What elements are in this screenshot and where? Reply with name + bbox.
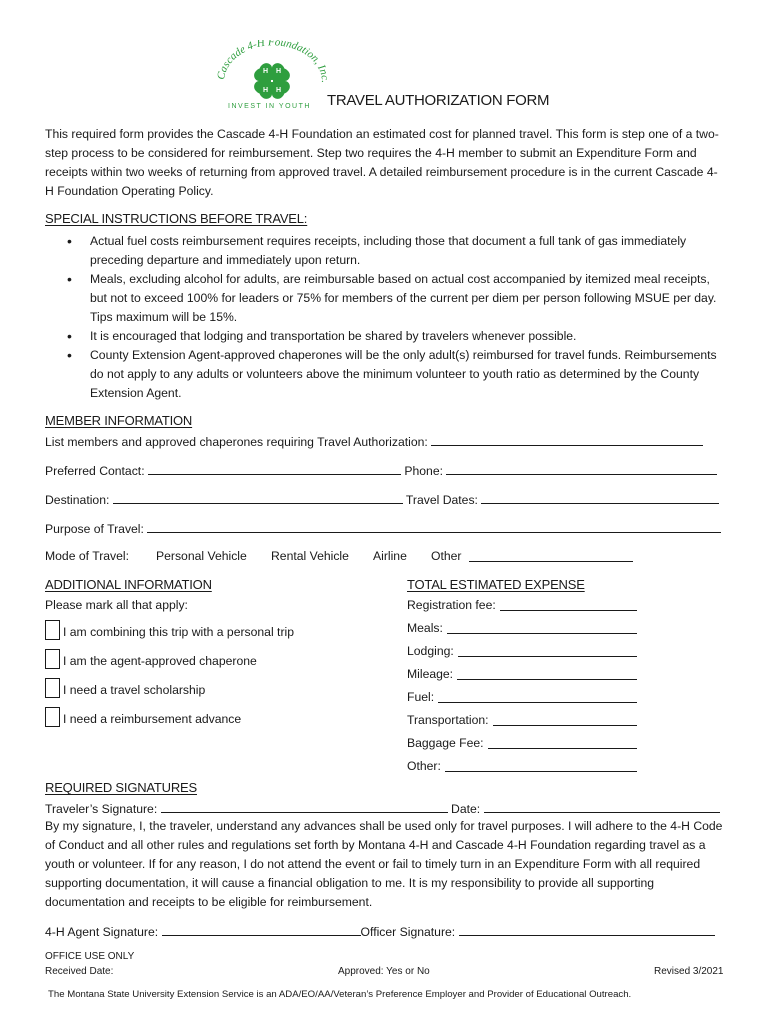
special-instructions-list [45,232,725,403]
expense-label: Transportation: [407,713,489,727]
revised-label: Revised 3/2021 [654,966,724,977]
form-title: TRAVEL AUTHORIZATION FORM [327,92,550,109]
members-list-field[interactable] [431,431,703,446]
instruction-item: • County Extension Agent-approved chaperones will be the only adult(s) reimbursed for travel funds. Reimbursements do not apply to any adults or volunteers above the minimum volunteer to youth ratio as determined by the County Extension Agent. [45,346,725,403]
expense-row [407,688,637,711]
signature-statement: By my signature, I, the traveler, understand any advances shall be used only for travel purposes. I will adhere to the 4-H Code of Conduct and all other rules and regulations set forth by Montana 4-H and Cascade 4-H Foundation regarding travel as a youth or volunteer. If for any reason, I do not attend the event or fail to timely turn in an Expenditure Form with all required supporting documentation, it will cause a financial obligation to me. It is my responsibility to provide all supporting documentation and receipts to be eligible for reimbursement. [45,819,723,909]
logo [210,40,335,112]
special-instructions-heading: SPECIAL INSTRUCTIONS BEFORE TRAVEL: [45,211,308,226]
option-row[interactable] [45,678,205,700]
mode-label: Mode of Travel: [45,549,129,563]
agent-signature-label: 4-H Agent Signature: [45,925,159,939]
expense-row [407,711,637,734]
expense-label: Registration fee: [407,598,496,612]
svg-text:H: H [263,87,269,94]
contact-row [45,460,717,481]
traveler-signature-field[interactable] [161,798,448,813]
mode-airline[interactable]: Airline [373,549,407,563]
option-checkbox[interactable] [45,620,60,640]
purpose-row [45,518,721,539]
mode-row [45,547,645,566]
expense-field[interactable] [500,596,637,611]
option-row[interactable] [45,620,294,642]
expense-label: Other: [407,759,441,773]
traveler-signature-row [45,798,720,819]
phone-field[interactable] [446,460,717,475]
expense-field[interactable] [457,665,637,680]
signatures-heading: REQUIRED SIGNATURES [45,780,197,795]
purpose-field[interactable] [147,518,721,533]
mode-personal-vehicle[interactable]: Personal Vehicle [156,549,247,563]
expense-label: Lodging: [407,644,454,658]
expense-list [407,596,637,780]
expense-label: Mileage: [407,667,454,681]
travel-dates-field[interactable] [481,489,719,504]
mode-rental-vehicle[interactable]: Rental Vehicle [271,549,349,563]
member-info-heading: MEMBER INFORMATION [45,413,193,428]
expense-label: Meals: [407,621,443,635]
expense-label: Fuel: [407,690,435,704]
members-list-row [45,431,703,452]
expense-row [407,734,637,757]
expense-field[interactable] [493,711,637,726]
date-label: Date: [451,802,481,816]
additional-info-subheading: Please mark all that apply: [45,598,188,612]
option-label: I am the agent-approved chaperone [63,654,257,668]
destination-label: Destination: [45,493,110,507]
svg-text:H: H [276,87,282,94]
footer-notice: The Montana State University Extension Service is an ADA/EO/AA/Veteran’s Preference Employer and Provider of Educational Outreach. [48,989,632,1000]
option-label: I am combining this trip with a personal trip [63,625,294,639]
expense-field[interactable] [458,642,637,657]
expense-row [407,642,637,665]
logo-tagline: INVEST IN YOUTH [228,103,311,110]
travel-dates-label: Travel Dates: [405,493,478,507]
members-list-label: List members and approved chaperones requiring Travel Authorization: [45,435,428,449]
additional-info-heading: ADDITIONAL INFORMATION [45,577,212,592]
instruction-item: • It is encouraged that lodging and transportation be shared by travelers whenever possible. [45,327,725,346]
expense-heading: TOTAL ESTIMATED EXPENSE [407,577,585,592]
svg-text:H: H [276,68,282,75]
option-checkbox[interactable] [45,707,60,727]
option-label: I need a travel scholarship [63,683,206,697]
agent-signature-row [45,921,715,942]
traveler-signature-label: Traveler’s Signature: [45,802,158,816]
instruction-item: • Actual fuel costs reimbursement requires receipts, including those that document a full tank of gas immediately preceding departure and immediately upon return. [45,232,725,270]
expense-field[interactable] [438,688,637,703]
instruction-item: • Meals, excluding alcohol for adults, are reimbursable based on actual cost accompanied by itemized meal receipts, but not to exceed 100% for leaders or 75% for members of the current per diem per person following MSUE per day. Tips maximum will be 15%. [45,270,725,327]
phone-label: Phone: [404,464,443,478]
officer-signature-field[interactable] [459,921,715,936]
mode-other-field[interactable] [469,547,633,562]
preferred-contact-label: Preferred Contact: [45,464,145,478]
expense-row [407,757,637,780]
mode-other[interactable]: Other [431,549,462,563]
option-checkbox[interactable] [45,649,60,669]
expense-label: Baggage Fee: [407,736,484,750]
officer-signature-label: Officer Signature: [360,925,456,939]
agent-signature-field[interactable] [162,921,361,936]
approved-label: Approved: Yes or No [338,966,430,977]
expense-row [407,665,637,688]
preferred-contact-field[interactable] [148,460,401,475]
intro-paragraph: This required form provides the Cascade 4-H Foundation an estimated cost for planned travel. This form is step one of a two-step process to be considered for reimbursement. Step two requires the 4-H member to submit an Expenditure Form and receipts within two weeks of returning from approved travel. A detailed reimbursement procedure is in the current Cascade 4-H Foundation Operating Policy. [45,127,719,198]
date-field[interactable] [484,798,720,813]
office-use-label: OFFICE USE ONLY [45,951,135,962]
destination-row [45,489,719,510]
expense-row [407,619,637,642]
option-row[interactable] [45,649,257,671]
expense-field[interactable] [447,619,637,634]
received-date-label: Received Date: [45,966,114,977]
expense-field[interactable] [445,757,637,772]
expense-row [407,596,637,619]
destination-field[interactable] [113,489,403,504]
logo-arc-text: Cascade 4-H Foundation, Inc. [215,40,332,84]
option-label: I need a reimbursement advance [63,712,242,726]
option-row[interactable] [45,707,241,729]
option-checkbox[interactable] [45,678,60,698]
purpose-label: Purpose of Travel: [45,522,144,536]
expense-field[interactable] [488,734,637,749]
svg-text:H: H [263,68,269,75]
